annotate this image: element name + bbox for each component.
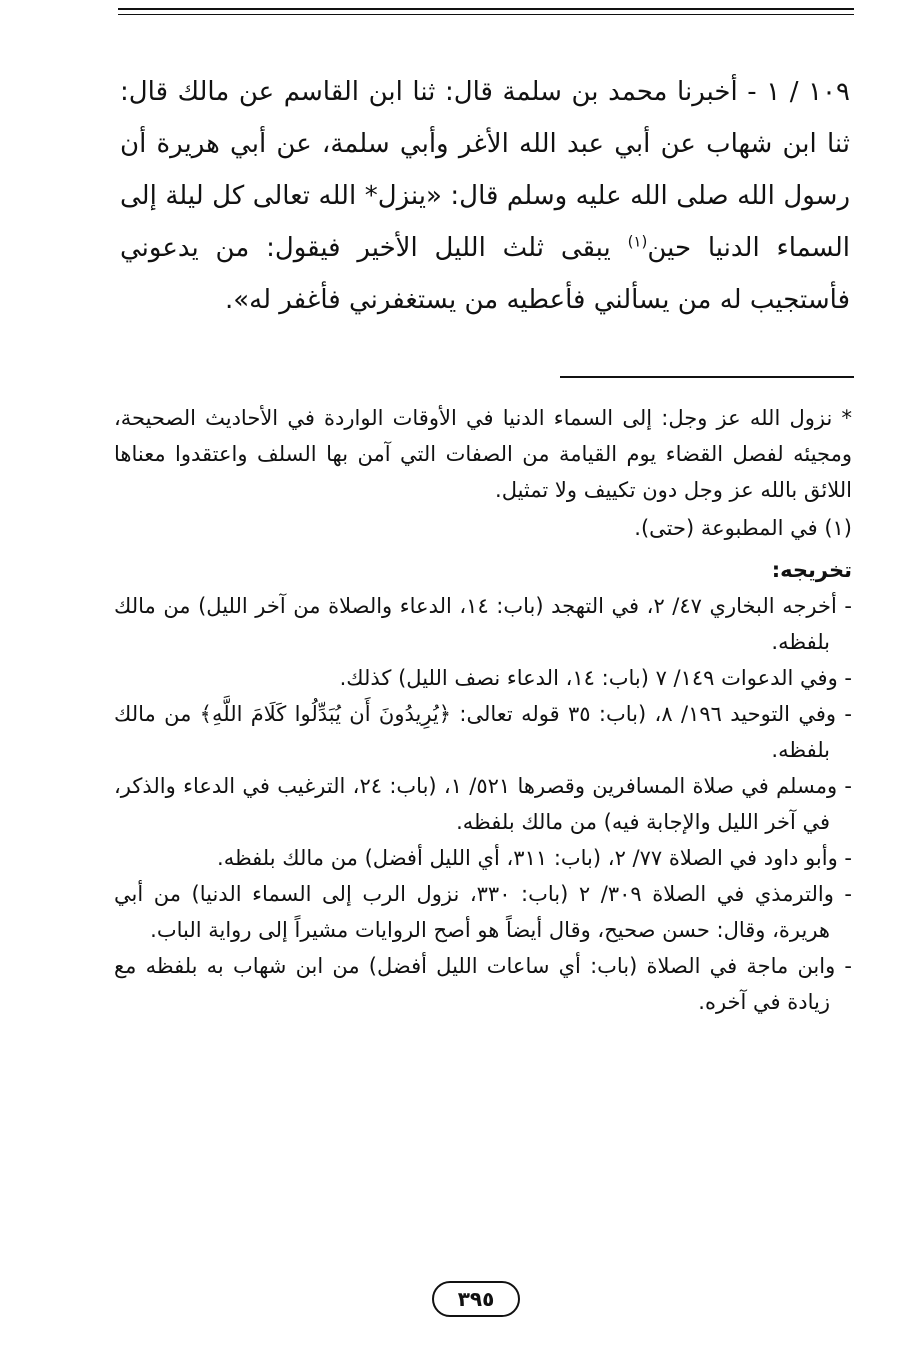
footnote-reference: (١) xyxy=(627,232,648,251)
takhrij-entry-muslim: - ومسلم في صلاة المسافرين وقصرها ٥٢١/ ١، (باب: ٢٤، الترغيب في الدعاء والذكر، في آخر الليل والإجابة فيه) من مالك بلفظه. xyxy=(114,774,852,834)
header-rule xyxy=(118,8,854,10)
hadith-text-part2: يبقى ثلث الليل الأخير فيقول: من يدعوني فأستجيب له من يسألني فأعطيه من يستغفرني فأغفر له». xyxy=(120,233,850,315)
takhrij-entry-tirmidhi: - والترمذي في الصلاة ٣٠٩/ ٢ (باب: ٣٣٠، نزول الرب إلى السماء الدنيا) من أبي هريرة، وقال: حسن صحيح، وقال أيضاً هو أصح الروايات مشيراً إلى رواية الباب. xyxy=(114,882,852,942)
takhrij-entry-bukhari-daawat: - وفي الدعوات ١٤٩/ ٧ (باب: ١٤، الدعاء نصف الليل) كذلك. xyxy=(339,666,852,690)
footnote-1: (١) في المطبوعة (حتى). xyxy=(634,516,852,540)
takhrij-entry-bukhari-tawhid: - وفي التوحيد ١٩٦/ ٨، (باب: ٣٥ قوله تعالى: ﴿يُرِيدُونَ أَن يُبَدِّلُوا كَلَامَ اللَّهِ﴾ من مالك بلفظه. xyxy=(114,702,852,762)
hadith-text xyxy=(120,66,850,326)
page-number: ٣٩٥ xyxy=(432,1281,520,1317)
takhrij-entry-bukhari-tahajjud: - أخرجه البخاري ٤٧/ ٢، في التهجد (باب: ١٤، الدعاء والصلاة من آخر الليل) من مالك بلفظه. xyxy=(114,594,852,654)
hadith-paragraph xyxy=(120,66,850,326)
notes-section xyxy=(114,400,852,1020)
star-note: * نزول الله عز وجل: إلى السماء الدنيا في الأوقات الواردة في الأحاديث الصحيحة، ومجيئه لفصل القضاء يوم القيامة من الصفات التي آمن بها السلف واعتقدوا معناها اللائق بالله عز وجل دون تكييف ولا تمثيل. xyxy=(114,406,852,502)
hadith-text-part1: ١٠٩ / ١ - أخبرنا محمد بن سلمة قال: ثنا ابن القاسم عن مالك قال: ثنا ابن شهاب عن أبي عبد الله الأغر وأبي سلمة، عن أبي هريرة أن رسول الله صلى الله عليه وسلم قال: «ينزل* الله تعالى كل ليلة إلى السماء الدنيا حين xyxy=(120,77,850,263)
footnote-separator xyxy=(560,376,854,378)
takhrij-heading: تخريجه: xyxy=(771,558,852,582)
takhrij-entry-abu-dawud: - وأبو داود في الصلاة ٧٧/ ٢، (باب: ٣١١، أي الليل أفضل) من مالك بلفظه. xyxy=(217,846,852,870)
header-rule-thin xyxy=(118,14,854,15)
takhrij-entry-ibn-majah: - وابن ماجة في الصلاة (باب: أي ساعات الليل أفضل) من ابن شهاب به بلفظه مع زيادة في آخره. xyxy=(114,954,852,1014)
